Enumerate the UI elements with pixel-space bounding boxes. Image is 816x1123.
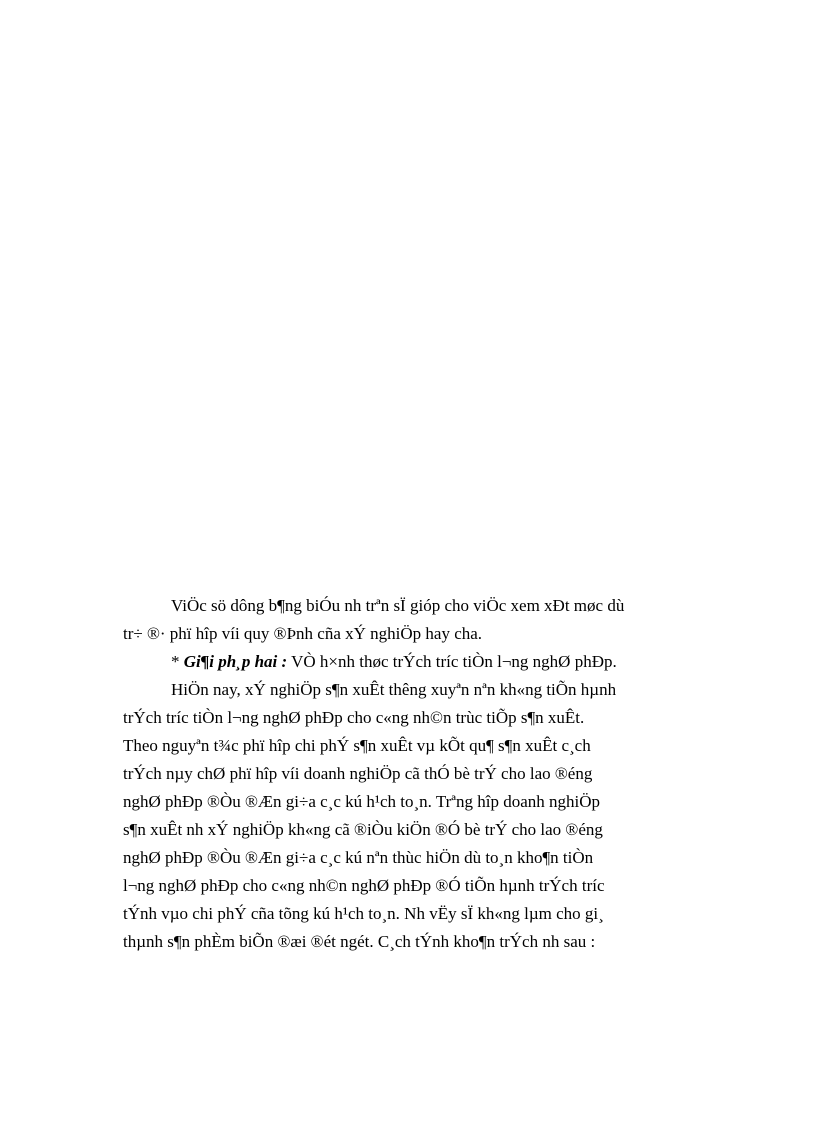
- paragraph-2-line-9: tÝnh vµo chi phÝ cña tõng kú h¹ch to¸n. Nh vËy sÏ kh«ng lµm cho gi¸: [123, 904, 604, 923]
- paragraph-2-line-10: thµnh s¶n phÈm biÕn ®æi ®ét ngét. C¸ch tÝnh kho¶n trÝch nh sau :: [123, 932, 596, 951]
- paragraph-2-line-8: l¬ng nghØ phÐp cho c«ng nh©n nghØ phÐp ®Ó tiÕn hµnh trÝch tríc: [123, 876, 605, 895]
- paragraph-2-line-4: trÝch nµy chØ phï hîp víi doanh nghiÖp cã thÓ bè trÝ cho lao ®éng: [123, 764, 593, 783]
- paragraph-2-line-7: nghØ phÐp ®Òu ®Æn gi÷a c¸c kú nªn thùc hiÖn dù to¸n kho¶n tiÒn: [123, 848, 594, 867]
- paragraph-1-line-1: ViÖc sö dông b¶ng biÓu nh trªn sÏ gióp cho viÖc xem xÐt møc dù: [171, 596, 625, 615]
- paragraph-1-line-2: tr÷ ®· phï hîp víi quy ®Þnh cña xÝ nghiÖp hay cha.: [123, 624, 483, 643]
- paragraph-2-line-3: Theo nguyªn t¾c phï hîp chi phÝ s¶n xuÊt vµ kÕt qu¶ s¶n xuÊt c¸ch: [123, 736, 591, 755]
- heading-text: VÒ h×nh thøc trÝch tríc tiÒn l¬ng nghØ phÐp.: [287, 652, 617, 671]
- section-heading: [123, 648, 695, 676]
- paragraph-2-line-6: s¶n xuÊt nh xÝ nghiÖp kh«ng cã ®iÒu kiÖn ®Ó bè trÝ cho lao ®éng: [123, 820, 603, 839]
- paragraph-2-line-2: trÝch tríc tiÒn l¬ng nghØ phÐp cho c«ng nh©n trùc tiÕp s¶n xuÊt.: [123, 708, 585, 727]
- document-body: [123, 592, 695, 956]
- paragraph-2-line-1: HiÖn nay, xÝ nghiÖp s¶n xuÊt thêng xuyªn nªn kh«ng tiÕn hµnh: [171, 680, 617, 699]
- heading-bullet: *: [171, 652, 184, 671]
- heading-title: Gi¶i ph¸p hai :: [183, 652, 288, 671]
- paragraph-2-line-5: nghØ phÐp ®Òu ®Æn gi÷a c¸c kú h¹ch to¸n. Trªng hîp doanh nghiÖp: [123, 792, 601, 811]
